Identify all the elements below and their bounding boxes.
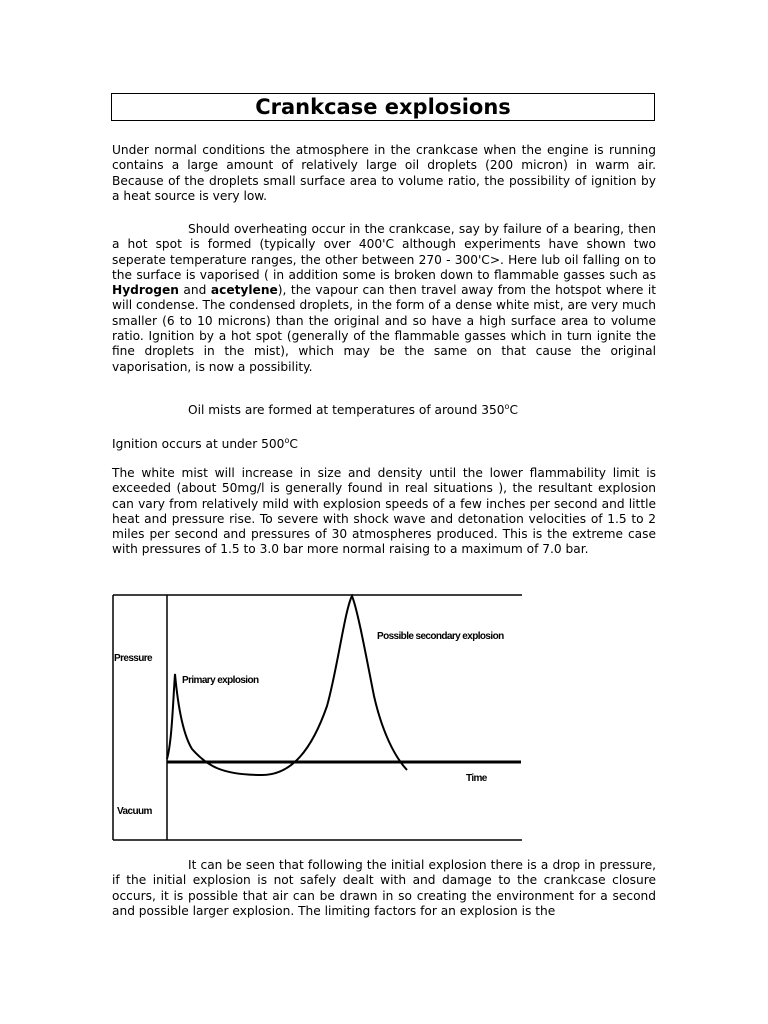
paragraph-oil-mist: Oil mists are formed at temperatures of around 350$^o$C xyxy=(188,402,518,418)
label-vacuum: Vacuum xyxy=(117,806,152,817)
label-pressure: Pressure xyxy=(114,653,153,664)
label-secondary-explosion: Possible secondary explosion xyxy=(377,631,504,642)
title-text: Crankcase explosions xyxy=(255,95,511,119)
bold-hydrogen: Hydrogen xyxy=(112,283,179,298)
bold-acetylene: acetylene xyxy=(210,283,278,298)
paragraph-ignition: Ignition occurs at under 500$^o$C xyxy=(112,436,298,452)
label-primary-explosion: Primary explosion xyxy=(182,675,259,686)
label-time: Time xyxy=(466,773,487,784)
paragraph-mist-explosion: The white mist will increase in size and density until the lower flammability limit is exceeded (about 50mg/l is generally found in real situations ), the resultant explosion can vary from relatively mild with explosion speeds of a few inches per second and little heat and pressure rise. To severe with shock wave and detonation velocities of 1.5 to 2 miles per second and pressures of 30 atmospheres produced. This is the extreme case with pressures of 1.5 to 3.0 bar more normal raising to a maximum of 7.0 bar. xyxy=(112,466,656,557)
paragraph-overheating: Should overheating occur in the crankcase, say by failure of a bearing, then a hot spot is formed (typically over 400'C although experiments have shown two seperate temperature ranges, the other between 270 - 300'C>. Here lub oil falling on to the surface is vaporised ( in addition some is broken down to flammable gasses such as Hydrogen and acetylene), the vapour can then travel away from the hotspot where it will condense. The condensed droplets, in the form of a dense white mist, are very much smaller (6 to 10 microns) than the original and so have a high surface area to volume ratio. Ignition by a hot spot (generally of the flammable gasses which in turn ignite the fine droplets in the mist), which may be the same on that cause the original vaporisation, is now a possibility. xyxy=(112,222,656,374)
paragraph-intro: Under normal conditions the atmosphere in the crankcase when the engine is running contains a large amount of relatively large oil droplets (200 micron) in warm air. Because of the droplets small surface area to volume ratio, the possibility of ignition by a heat source is very low. xyxy=(112,143,656,203)
paragraph-conclusion: It can be seen that following the initial explosion there is a drop in pressure, if the initial explosion is not safely dealt with and damage to the crankcase closure occurs, it is possible that air can be drawn in so creating the environment for a second and possible larger explosion. The limiting factors for an explosion is the xyxy=(112,858,656,918)
page-title xyxy=(111,93,655,121)
pressure-time-diagram xyxy=(112,591,523,841)
